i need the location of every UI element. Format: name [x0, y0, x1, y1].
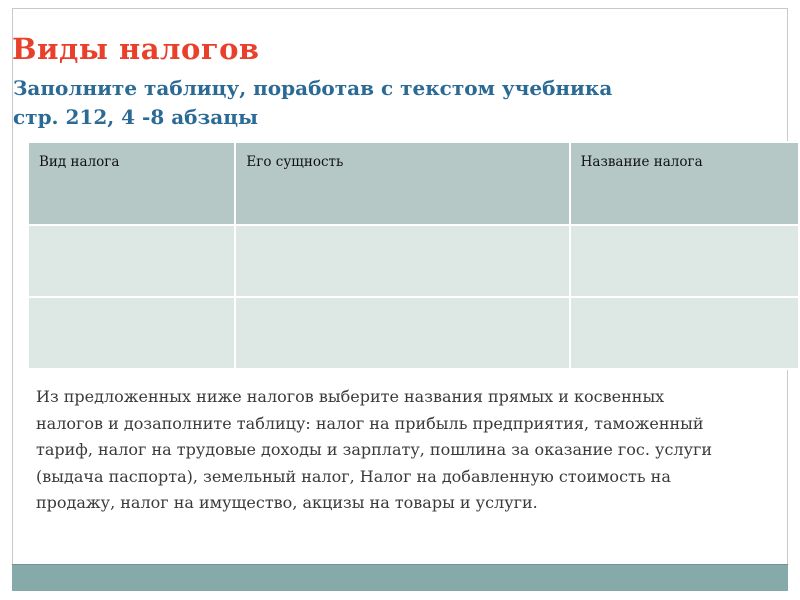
table-cell[interactable] [235, 225, 569, 297]
header-tax-type: Вид налога [28, 142, 235, 225]
table-header-row [28, 142, 799, 225]
page-title: Виды налогов [12, 32, 260, 66]
table-cell[interactable] [235, 297, 569, 369]
table-cell[interactable] [28, 297, 235, 369]
header-essence: Его сущность [235, 142, 569, 225]
table-cell[interactable] [570, 297, 799, 369]
page-subtitle: Заполните таблицу, поработав с текстом учебника стр. 212, 4 -8 абзацы [13, 76, 613, 129]
tax-table [27, 141, 800, 370]
table-row [28, 297, 799, 369]
table-row [28, 225, 799, 297]
bottom-bar [12, 564, 788, 591]
table-cell[interactable] [570, 225, 799, 297]
header-tax-name: Название налога [570, 142, 799, 225]
table-cell[interactable] [28, 225, 235, 297]
instructions-text: Из предложенных ниже налогов выберите названия прямых и косвенных налогов и дозаполните таблицу: налог на прибыль предприятия, таможенный тариф, налог на трудовые доходы и зарплату, пошлина за оказание гос. услуги (выдача паспорта), земельный налог, Налог на добавленную стоимость на продажу, налог на имущество, акцизы на товары и услуги. [36, 387, 713, 512]
